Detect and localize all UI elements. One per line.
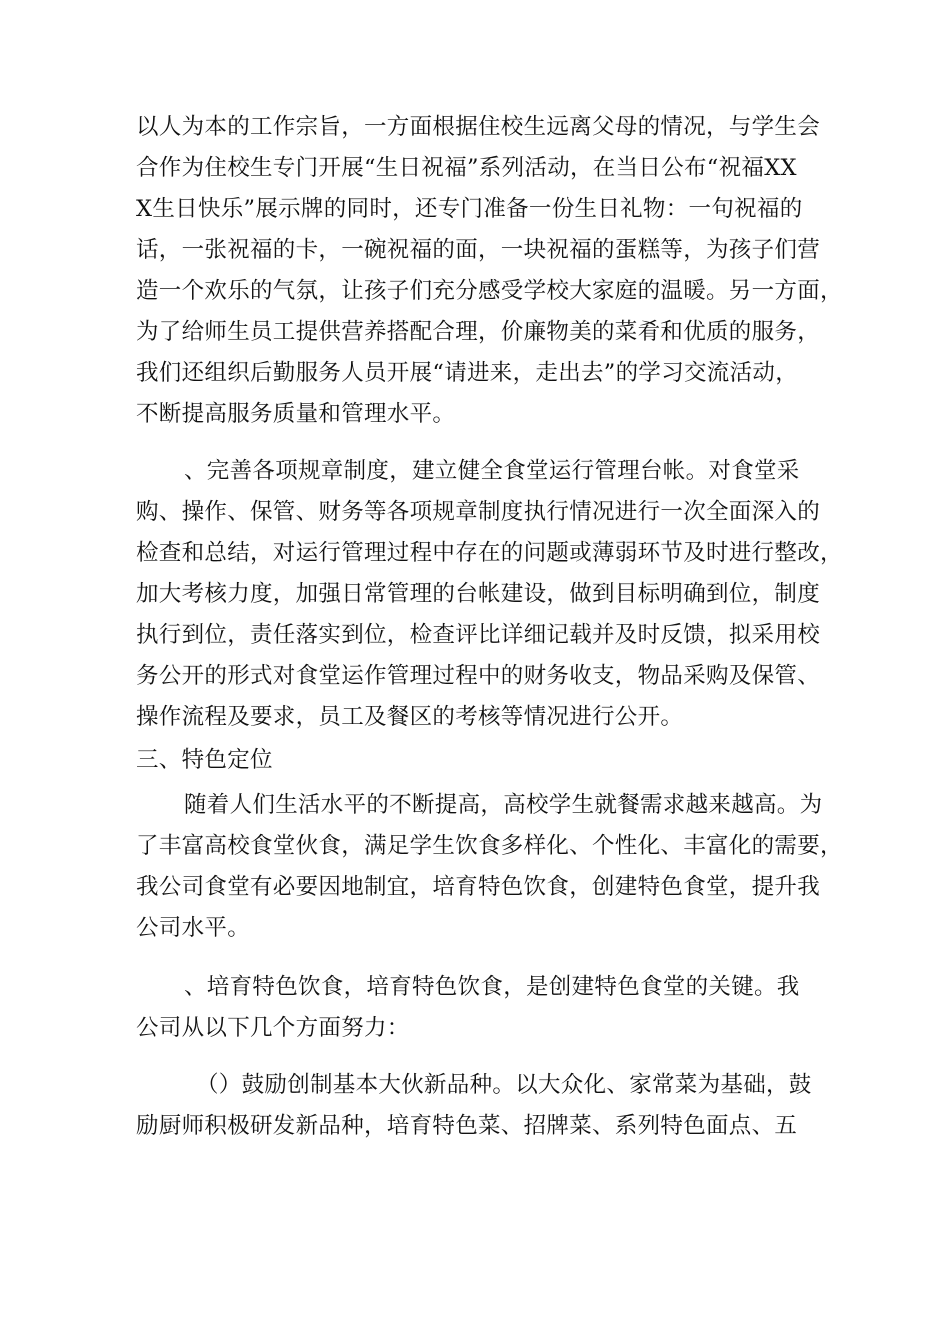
text-line: 我们还组织后勤服务人员开展“请进来，走出去”的学习交流活动， <box>136 360 799 386</box>
text-line: 励厨师积极研发新品种，培育特色菜、招牌菜、系列特色面点、五 <box>136 1113 798 1139</box>
text-line: 操作流程及要求，员工及餐区的考核等情况进行公开。 <box>136 704 684 730</box>
text-line: 话，一张祝福的卡，一碗祝福的面，一块祝福的蛋糕等，为孩子们营 <box>136 237 821 263</box>
text-line: 执行到位，责任落实到位，检查评比详细记载并及时反馈，拟采用校 <box>136 622 821 648</box>
text-line: （）鼓励创制基本大伙新品种。以大众化、家常菜为基础，鼓 <box>196 1072 812 1098</box>
text-line: 务公开的形式对食堂运作管理过程中的财务收支，物品采购及保管、 <box>136 663 821 689</box>
section-heading: 三、特色定位 <box>136 747 273 773</box>
text-line: 造一个欢乐的气氛，让孩子们充分感受学校大家庭的温暖。另一方面， <box>136 278 843 304</box>
text-line: 随着人们生活水平的不断提高，高校学生就餐需求越来越高。为 <box>184 792 823 818</box>
text-line: 检查和总结，对运行管理过程中存在的问题或薄弱环节及时进行整改， <box>136 540 843 566</box>
text-line: 以人为本的工作宗旨，一方面根据住校生远离父母的情况，与学生会 <box>136 114 821 140</box>
text-line: 我公司食堂有必要因地制宜，培育特色饮食，创建特色食堂，提升我 <box>136 874 821 900</box>
text-line: 不断提高服务质量和管理水平。 <box>136 401 456 427</box>
text-line: 、完善各项规章制度，建立健全食堂运行管理台帐。对食堂采 <box>184 458 800 484</box>
text-line: 公司从以下几个方面努力： <box>136 1015 410 1041</box>
text-line: 了丰富高校食堂伙食，满足学生饮食多样化、个性化、丰富化的需要， <box>136 833 843 859</box>
text-line: X生日快乐”展示牌的同时，还专门准备一份生日礼物：一句祝福的 <box>136 196 803 222</box>
text-line: 为了给师生员工提供营养搭配合理，价廉物美的菜肴和优质的服务， <box>136 319 821 345</box>
text-line: 、培育特色饮食，培育特色饮食，是创建特色食堂的关键。我 <box>184 974 800 1000</box>
text-line: 合作为住校生专门开展“生日祝福”系列活动，在当日公布“祝福XX <box>136 155 797 181</box>
text-line: 购、操作、保管、财务等各项规章制度执行情况进行一次全面深入的 <box>136 499 821 525</box>
text-line: 公司水平。 <box>136 915 251 941</box>
text-line: 加大考核力度，加强日常管理的台帐建设，做到目标明确到位，制度 <box>136 581 821 607</box>
